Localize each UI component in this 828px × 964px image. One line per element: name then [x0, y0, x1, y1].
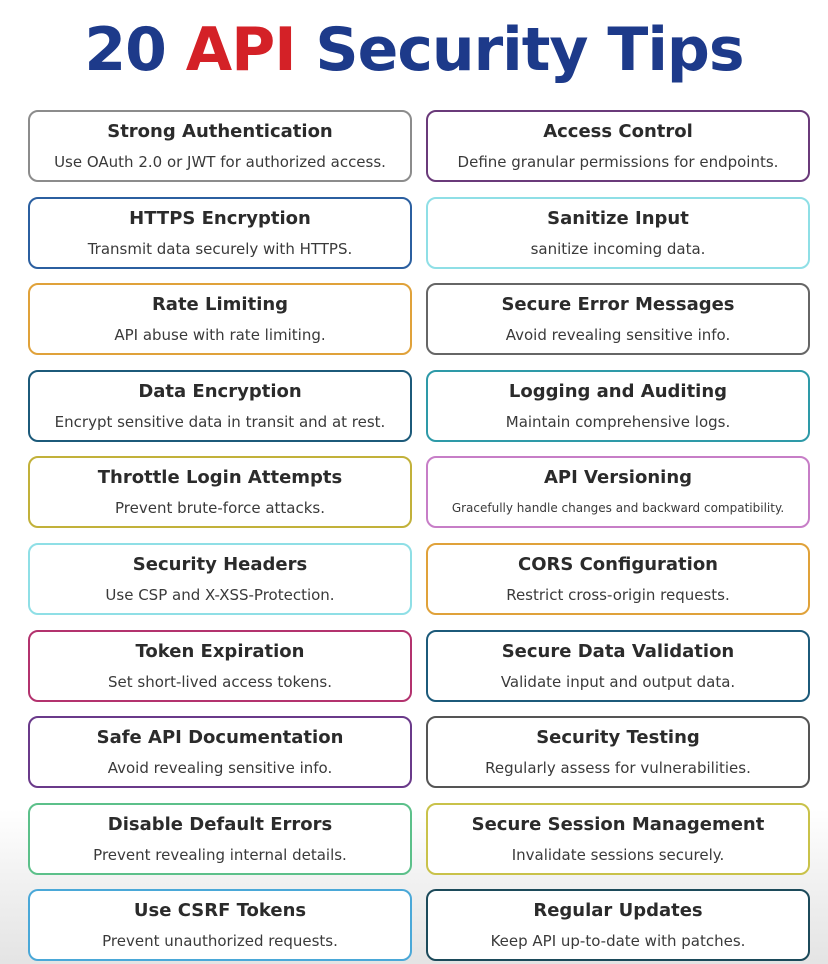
tip-card — [28, 803, 412, 875]
tip-description: Avoid revealing sensitive info. — [107, 759, 333, 778]
tip-description: sanitize incoming data. — [530, 239, 706, 258]
tip-description: Keep API up-to-date with patches. — [490, 932, 746, 951]
tip-description: Use CSP and X-XSS-Protection. — [105, 585, 335, 604]
tip-title: Data Encryption — [138, 380, 302, 402]
tip-title: Throttle Login Attempts — [97, 467, 343, 489]
tip-card — [28, 456, 412, 528]
tip-description: Set short-lived access tokens. — [108, 672, 332, 691]
tip-description: Encrypt sensitive data in transit and at rest. — [54, 412, 386, 431]
tip-card — [426, 543, 810, 615]
page-title — [0, 12, 828, 88]
tips-grid — [28, 110, 808, 961]
tip-description: Transmit data securely with HTTPS. — [87, 239, 353, 258]
tip-description: Prevent revealing internal details. — [93, 845, 347, 864]
tip-title: Regular Updates — [533, 900, 703, 922]
tip-card — [28, 630, 412, 702]
tip-card — [426, 110, 810, 182]
tip-card — [28, 110, 412, 182]
tip-card — [426, 456, 810, 528]
tip-title: Secure Session Management — [471, 813, 765, 835]
tip-title: Secure Data Validation — [501, 640, 735, 662]
title-rest: Security Tips — [315, 15, 744, 85]
tip-description: Maintain comprehensive logs. — [505, 412, 731, 431]
tip-card — [426, 370, 810, 442]
tip-description: Avoid revealing sensitive info. — [505, 326, 731, 345]
tip-description: Invalidate sessions securely. — [511, 845, 725, 864]
tip-title: HTTPS Encryption — [129, 207, 311, 229]
tip-card — [426, 630, 810, 702]
tip-title: Security Testing — [536, 727, 700, 749]
tip-description: Prevent brute-force attacks. — [114, 499, 326, 518]
tip-card — [426, 889, 810, 961]
tip-card — [426, 283, 810, 355]
tip-title: API Versioning — [543, 467, 693, 489]
tip-card — [28, 889, 412, 961]
tip-card — [28, 370, 412, 442]
title-accent: API — [185, 15, 296, 85]
tip-card — [426, 197, 810, 269]
title-number: 20 — [84, 15, 166, 85]
tip-description: Gracefully handle changes and backward compatibility. — [451, 501, 785, 516]
tip-card — [28, 543, 412, 615]
tip-description: Prevent unauthorized requests. — [102, 932, 338, 951]
tip-title: Secure Error Messages — [501, 294, 735, 316]
tip-description: Validate input and output data. — [500, 672, 736, 691]
tip-card — [426, 716, 810, 788]
tip-title: Access Control — [543, 121, 693, 142]
tip-card — [28, 716, 412, 788]
tip-title: Sanitize Input — [547, 207, 689, 229]
tip-title: CORS Configuration — [517, 553, 718, 575]
tip-description: Regularly assess for vulnerabilities. — [485, 759, 751, 778]
tip-title: Logging and Auditing — [508, 380, 728, 402]
tip-title: Security Headers — [132, 553, 308, 575]
tip-description: API abuse with rate limiting. — [114, 326, 326, 345]
tip-title: Strong Authentication — [107, 121, 333, 142]
tip-card — [28, 197, 412, 269]
tip-card — [426, 803, 810, 875]
tip-description: Restrict cross-origin requests. — [506, 585, 730, 604]
tip-card — [28, 283, 412, 355]
tip-description: Use OAuth 2.0 or JWT for authorized access. — [54, 153, 386, 171]
tip-title: Token Expiration — [135, 640, 305, 662]
tip-title: Safe API Documentation — [96, 727, 344, 749]
tip-title: Use CSRF Tokens — [133, 900, 307, 922]
tip-title: Disable Default Errors — [107, 813, 333, 835]
tip-description: Define granular permissions for endpoints. — [457, 153, 779, 171]
tip-title: Rate Limiting — [151, 294, 289, 316]
